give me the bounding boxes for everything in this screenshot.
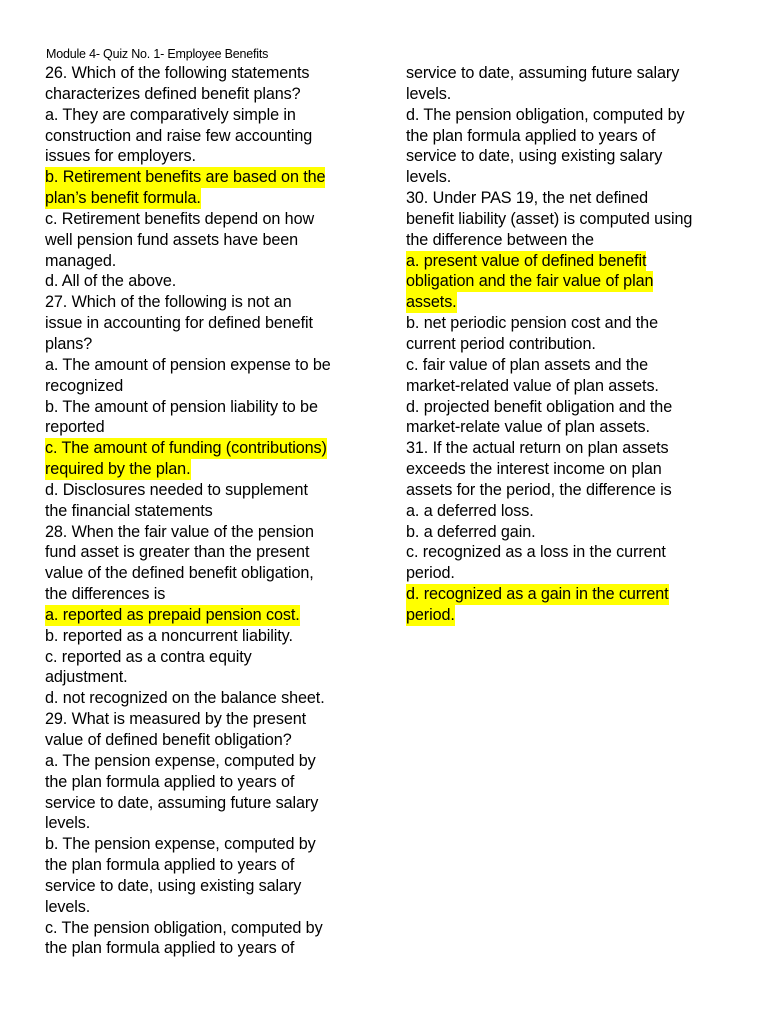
line-text: assets for the period, the difference is (406, 480, 672, 499)
text-line (45, 230, 370, 251)
line-text: adjustment. (45, 668, 128, 687)
highlighted-text-line (45, 459, 370, 480)
text-line (406, 397, 731, 418)
highlighted-text-line (406, 605, 731, 626)
text-line (406, 542, 731, 563)
line-text: benefit liability (asset) is computed using (406, 209, 693, 228)
line-text: period. (406, 564, 455, 583)
line-text: current period contribution. (406, 334, 596, 353)
text-line (406, 334, 731, 355)
line-text: levels. (45, 897, 91, 916)
text-line (45, 855, 370, 876)
line-text: the difference between the (406, 230, 594, 249)
line-text: 31. If the actual return on plan assets (406, 439, 669, 458)
line-text: a. a deferred loss. (406, 501, 534, 520)
line-text: d. The pension obligation, computed by (406, 105, 685, 124)
text-line (45, 584, 370, 605)
text-line (45, 146, 370, 167)
text-line (406, 313, 731, 334)
line-text: c. The pension obligation, computed by (45, 918, 323, 937)
text-line (45, 938, 370, 959)
line-text: fund asset is greater than the present (45, 543, 310, 562)
text-line (45, 63, 370, 84)
line-text: d. projected benefit obligation and the (406, 397, 673, 416)
text-line (45, 292, 370, 313)
line-text: assets. (406, 293, 457, 312)
text-line (45, 522, 370, 543)
line-text: b. The amount of pension liability to be (45, 397, 318, 416)
highlighted-text-line (406, 292, 731, 313)
line-text: levels. (406, 84, 452, 103)
highlighted-text-line (45, 438, 370, 459)
text-line (406, 417, 731, 438)
line-text: 30. Under PAS 19, the net defined (406, 189, 649, 208)
text-line (45, 793, 370, 814)
line-text: construction and raise few accounting (45, 126, 313, 145)
line-text: required by the plan. (45, 460, 191, 479)
text-line (45, 542, 370, 563)
line-text: the plan formula applied to years of (45, 772, 295, 791)
text-line (406, 501, 731, 522)
text-line (45, 751, 370, 772)
text-line (45, 667, 370, 688)
text-line (45, 397, 370, 418)
line-text: the plan formula applied to years of (45, 939, 295, 958)
text-line (45, 897, 370, 918)
text-line (406, 376, 731, 397)
text-line (45, 355, 370, 376)
line-text: exceeds the interest income on plan (406, 460, 662, 479)
text-line (406, 355, 731, 376)
text-line (45, 834, 370, 855)
text-line (45, 626, 370, 647)
text-line (45, 730, 370, 751)
highlighted-text-line (45, 605, 370, 626)
line-text: b. net periodic pension cost and the (406, 314, 658, 333)
line-text: value of defined benefit obligation? (45, 731, 292, 749)
highlighted-text-line (45, 188, 370, 209)
line-text: market-related value of plan assets. (406, 376, 659, 395)
line-text: d. All of the above. (45, 272, 177, 291)
line-text: characterizes defined benefit plans? (45, 84, 301, 103)
line-text: d. recognized as a gain in the current (406, 585, 669, 604)
line-text: c. Retirement benefits depend on how (45, 209, 315, 228)
text-line (45, 501, 370, 522)
text-line (406, 459, 731, 480)
line-text: levels. (45, 814, 91, 833)
text-line (45, 271, 370, 292)
line-text: service to date, assuming future salary (406, 64, 680, 82)
text-line (45, 376, 370, 397)
line-text: service to date, using existing salary (45, 876, 302, 895)
line-text: service to date, assuming future salary (45, 793, 319, 812)
line-text: c. reported as a contra equity (45, 647, 252, 666)
line-text: service to date, using existing salary (406, 147, 663, 166)
line-text: c. The amount of funding (contributions) (45, 439, 327, 458)
line-text: a. reported as prepaid pension cost. (45, 605, 300, 624)
line-text: managed. (45, 251, 117, 270)
line-text: d. not recognized on the balance sheet. (45, 689, 325, 708)
line-text: obligation and the fair value of plan (406, 272, 654, 291)
text-line (406, 188, 731, 209)
text-line (45, 209, 370, 230)
line-text: issues for employers. (45, 147, 196, 166)
line-text: b. Retirement benefits are based on the (45, 168, 326, 187)
line-text: d. Disclosures needed to supplement (45, 480, 308, 499)
line-text: b. The pension expense, computed by (45, 835, 316, 854)
line-text: recognized (45, 376, 124, 395)
text-line (45, 813, 370, 834)
highlighted-text-line (406, 584, 731, 605)
text-line (45, 876, 370, 897)
line-text: c. recognized as a loss in the current (406, 543, 666, 562)
line-text: value of the defined benefit obligation, (45, 564, 314, 583)
line-text: the financial statements (45, 501, 213, 520)
line-text: reported (45, 418, 105, 437)
text-line (406, 522, 731, 543)
text-line (406, 63, 731, 84)
text-line (406, 438, 731, 459)
line-text: 27. Which of the following is not an (45, 293, 292, 312)
line-text: market-relate value of plan assets. (406, 418, 650, 437)
highlighted-text-line (406, 251, 731, 272)
highlighted-text-line (45, 167, 370, 188)
text-line (406, 563, 731, 584)
line-text: well pension fund assets have been (45, 230, 299, 249)
text-line (45, 480, 370, 501)
text-line (406, 105, 731, 126)
text-line (406, 84, 731, 105)
line-text: a. present value of defined benefit (406, 251, 647, 270)
text-line (406, 167, 731, 188)
line-text: the plan formula applied to years of (45, 856, 295, 875)
text-line (45, 84, 370, 105)
left-column (45, 63, 370, 959)
line-text: b. reported as a noncurrent liability. (45, 626, 293, 645)
line-text: 29. What is measured by the present (45, 710, 307, 729)
text-line (45, 688, 370, 709)
line-text: period. (406, 605, 455, 624)
text-line (406, 146, 731, 167)
line-text: c. fair value of plan assets and the (406, 355, 649, 374)
text-line (45, 772, 370, 793)
text-line (45, 709, 370, 730)
right-column (406, 63, 731, 626)
line-text: a. The pension expense, computed by (45, 751, 316, 770)
text-line (45, 647, 370, 668)
text-line (45, 918, 370, 939)
text-line (45, 251, 370, 272)
text-line (406, 126, 731, 147)
line-text: 26. Which of the following statements (45, 64, 310, 82)
text-line (45, 313, 370, 334)
line-text: 28. When the fair value of the pension (45, 522, 314, 541)
line-text: a. The amount of pension expense to be (45, 355, 331, 374)
text-line (45, 417, 370, 438)
text-line (45, 334, 370, 355)
text-line (406, 480, 731, 501)
text-line (45, 563, 370, 584)
line-text: the plan formula applied to years of (406, 126, 656, 145)
text-line (406, 209, 731, 230)
text-line (45, 105, 370, 126)
line-text: plans? (45, 334, 93, 353)
line-text: levels. (406, 168, 452, 187)
line-text: b. a deferred gain. (406, 522, 536, 541)
line-text: issue in accounting for defined benefit (45, 314, 313, 333)
document-title: Module 4- Quiz No. 1- Employee Benefits (46, 47, 269, 61)
text-line (406, 230, 731, 251)
text-line (45, 126, 370, 147)
highlighted-text-line (406, 271, 731, 292)
line-text: plan’s benefit formula. (45, 189, 201, 208)
line-text: a. They are comparatively simple in (45, 105, 296, 124)
line-text: the differences is (45, 585, 166, 604)
